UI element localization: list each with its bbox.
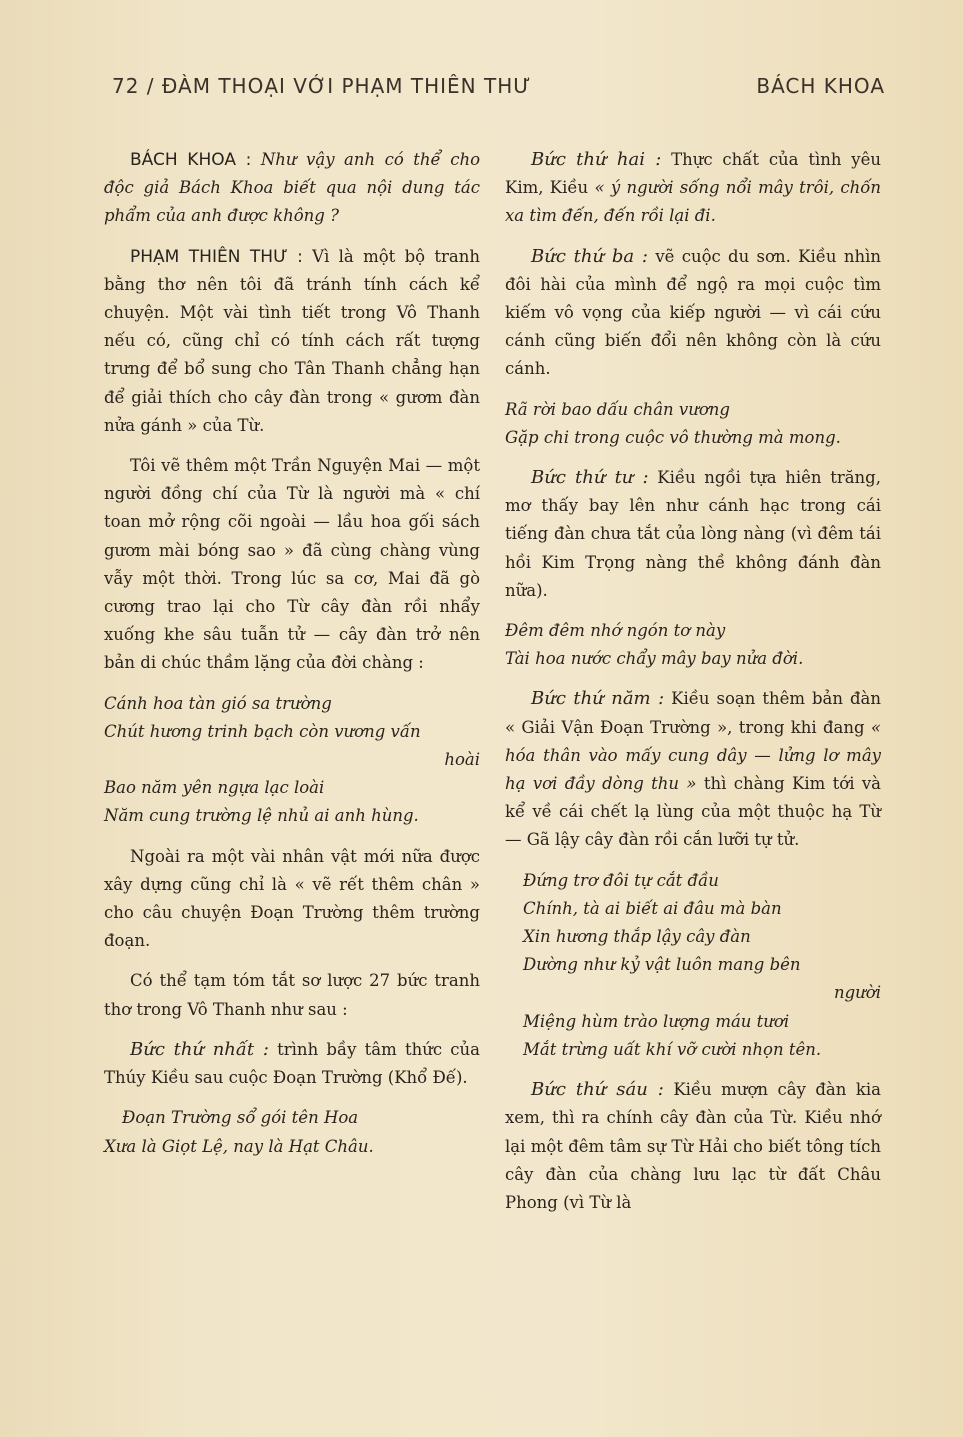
painting-title: Bức thứ ba : <box>531 245 648 267</box>
paragraph-painting-1 <box>104 1036 480 1092</box>
painting-description: Thực chất của tình yêu Kim, Kiều <box>505 150 881 198</box>
verse-line: Bao năm yên ngựa lạc loài <box>104 778 325 798</box>
painting-description: Kiều soạn thêm bản đàn « Giải Vận Đoạn Trường », trong khi đang <box>505 689 881 737</box>
verse-line: Miệng hùm trào lượng máu tươi <box>523 1011 790 1031</box>
verse-block-4 <box>505 617 881 673</box>
painting-title: Bức thứ nhất : <box>130 1038 269 1060</box>
speaker-pham-thien-thu: PHẠM THIÊN THƯ : <box>130 246 303 267</box>
painting-title: Bức thứ hai : <box>531 149 662 170</box>
painting-quote: « ý người sống nổi mây trôi, chốn xa tìm đến, đến rồi lại đi. <box>505 178 882 226</box>
page-header <box>112 74 885 98</box>
verse-block-2 <box>104 1104 480 1160</box>
painting-quote: « hóa thân vào mấy cung dây — lửng lơ mây hạ vơi đầy dòng thu » <box>505 717 881 794</box>
left-column <box>104 146 480 1173</box>
question-text: Như vậy anh có thể cho độc giả Bách Khoa biết qua nội dung tác phẩm của anh được không ? <box>104 150 481 226</box>
paragraph-painting-6 <box>505 1076 881 1217</box>
paragraph-summary-intro: Có thể tạm tóm tắt sơ lược 27 bức tranh thơ trong Vô Thanh như sau : <box>104 971 480 1019</box>
paragraph-painting-4 <box>505 464 881 605</box>
verse-line-continuation: người <box>833 983 881 1003</box>
verse-line: Đứng trơ đôi tự cắt đầu <box>523 870 719 890</box>
magazine-name: BÁCH KHOA <box>756 74 885 98</box>
verse-line: Năm cung trường lệ nhủ ai anh hùng. <box>104 806 419 826</box>
running-title: 72 / ĐÀM THOẠI VỚI PHẠM THIÊN THƯ <box>112 74 532 98</box>
verse-line: Tài hoa nước chẩy mây bay nửa đời. <box>505 649 804 669</box>
paragraph-painting-3 <box>505 243 881 384</box>
verse-line: Đoạn Trường sổ gói tên Hoa <box>122 1108 359 1128</box>
verse-line: Mắt trừng uất khí vỡ cười nhọn tên. <box>523 1039 822 1059</box>
right-column <box>505 146 881 1229</box>
verse-line-continuation: hoài <box>444 750 480 770</box>
painting-description: trình bầy tâm thức của Thúy Kiều sau cuộc Đoạn Trường (Khổ Đế). <box>104 1039 480 1088</box>
paragraph-new-characters: Ngoài ra một vài nhân vật mới nữa được xây dựng cũng chỉ là « vẽ rết thêm chân » cho câu chuyện Đoạn Trường thêm trường đoạn. <box>104 846 480 951</box>
speaker-bach-khoa: BÁCH KHOA : <box>130 150 252 170</box>
verse-line: Xin hương thắp lậy cây đàn <box>523 927 751 947</box>
painting-title: Bức thứ sáu : <box>531 1079 664 1101</box>
verse-line: Cánh hoa tàn gió sa trường <box>104 693 332 713</box>
paragraph-tran-nguyen-mai: Tôi vẽ thêm một Trần Nguyện Mai — một người đồng chí của Từ là người mà « chí toan mở rộng cõi ngoài — lầu hoa gối sách gươm mài bóng sao » đã cùng chàng vùng vẫy một thời. Trong lúc sa cơ, Mai đã gò cương trao lại cho Từ cây đàn rồi nhẩy xuống khe sâu tuẫn tử — cây đàn trở nên bản di chúc thầm lặng của đời chàng : <box>104 456 480 673</box>
answer-text: Vì là một bộ tranh bằng thơ nên tôi đã tránh tính cách kể chuyện. Một vài tình tiết trong Vô Thanh nếu có, cũng chỉ có tính cách rất tượng trưng để bổ sung cho Tân Thanh chẳng hạn để giải thích cho cây đàn trong « gươm đàn nửa gánh » của Từ. <box>104 246 480 435</box>
verse-block-3 <box>505 396 881 452</box>
painting-description: Kiều ngồi tựa hiên trăng, mơ thấy bay lên như cánh hạc trong cái tiếng đàn chưa tắt của lòng nàng (vì đêm tái hồi Kim Trọng nàng thề không đánh đàn nữa). <box>505 468 881 600</box>
verse-line: Chút hương trinh bạch còn vương vấn <box>104 721 421 741</box>
verse-line: Đêm đêm nhớ ngón tơ này <box>505 621 726 641</box>
paragraph-painting-5 <box>505 685 881 854</box>
painting-title: Bức thứ tư : <box>531 467 649 489</box>
verse-line: Rã rời bao dấu chân vương <box>505 399 730 419</box>
paragraph-painting-2 <box>505 146 881 231</box>
question-paragraph <box>104 146 480 231</box>
verse-block-1 <box>104 690 480 831</box>
answer-paragraph <box>104 243 480 440</box>
painting-description-cont: thì chàng Kim tới và kể về cái chết lạ lùng của một thuộc hạ Từ — Gã lậy cây đàn rồi cắn lưỡi tự tử. <box>505 774 881 850</box>
verse-line: Chính, tà ai biết ai đâu mà bàn <box>523 898 782 918</box>
verse-line: Gặp chi trong cuộc vô thường mà mong. <box>505 427 841 447</box>
verse-line: Xưa là Giọt Lệ, nay là Hạt Châu. <box>104 1136 374 1156</box>
painting-description: Kiều mượn cây đàn kia xem, thì ra chính cây đàn của Từ. Kiều nhớ lại một đêm tâm sự Từ Hải cho biết tông tích cây đàn của chàng lưu lạc từ đất Châu Phong (vì Từ là <box>505 1080 881 1212</box>
painting-description: vẽ cuộc du sơn. Kiều nhìn đôi hài của mình để ngộ ra mọi cuộc tìm kiếm vô vọng của kiếp người — vì cái cứu cánh cũng biến đổi nên không còn là cứu cánh. <box>505 246 881 379</box>
painting-title: Bức thứ năm : <box>531 688 665 710</box>
verse-line: Dường như kỷ vật luôn mang bên <box>523 955 801 975</box>
verse-block-5 <box>505 867 881 1064</box>
